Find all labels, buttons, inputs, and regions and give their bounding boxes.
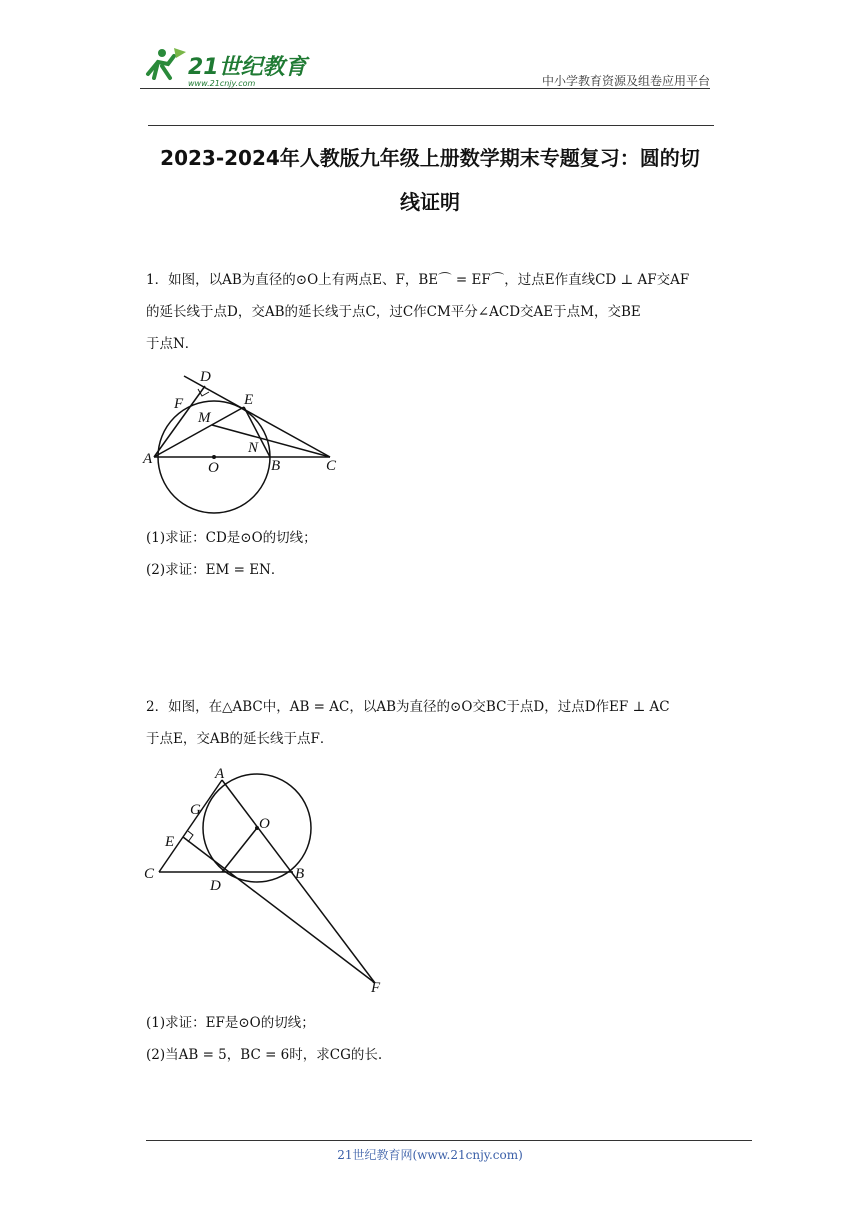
q1-sub-2: (2)求证：EM = EN．: [146, 562, 285, 578]
logo-url: www.21cnjy.com: [188, 79, 256, 88]
q2-label-D: D: [210, 878, 221, 894]
site-logo: [140, 44, 310, 90]
q2-label-E: E: [165, 834, 175, 850]
q2-line-2: 于点E，交AB的延长线于点F．: [146, 731, 334, 747]
q1-label-O: O: [208, 460, 219, 476]
q1-line-1: 1．如图，以AB为直径的⊙O上有两点E、F，BE⌒ = EF⌒，过点E作直线CD ⊥ AF交AF: [146, 272, 690, 288]
q2-sub-1: (1)求证：EF是⊙O的切线；: [146, 1015, 315, 1031]
q1-label-N: N: [248, 440, 259, 456]
q2-label-F: F: [371, 980, 381, 996]
footer-divider: [146, 1140, 752, 1141]
q1-line-3: 于点N．: [146, 336, 199, 352]
q1-label-B: B: [271, 458, 281, 474]
q2-label-G: G: [190, 802, 201, 818]
title-divider: [148, 125, 714, 126]
q1-label-C: C: [326, 458, 337, 474]
q1-label-A: A: [143, 451, 153, 467]
q2-subquestions: [146, 1007, 716, 1071]
header-divider: [140, 88, 710, 89]
q1-label-E: E: [244, 392, 254, 408]
q2-line-1: 2．如图，在△ABC中，AB = AC，以AB为直径的⊙O交BC于点D，过点D作EF ⊥ AC: [146, 699, 670, 715]
page-title: [140, 136, 720, 224]
q1-label-F: F: [174, 396, 184, 412]
q1-subquestions: [146, 522, 716, 586]
header-tagline: 中小学教育资源及组卷应用平台: [541, 74, 710, 88]
footer-link[interactable]: 21世纪教育网(www.21cnjy.com): [337, 1148, 523, 1162]
q2-figure: [140, 762, 390, 1002]
q2-label-A: A: [215, 766, 225, 782]
q1-sub-1: (1)求证：CD是⊙O的切线；: [146, 530, 317, 546]
title-line-1: 2023-2024年人教版九年级上册数学期末专题复习：圆的切: [160, 146, 700, 170]
q2-sub-2: (2)当AB = 5，BC = 6时，求CG的长.: [146, 1047, 383, 1063]
q2-label-O: O: [259, 816, 270, 832]
q1-figure: [140, 364, 350, 518]
q1-label-M: M: [198, 410, 211, 426]
logo-text: 21世纪教育: [188, 55, 307, 80]
question-2-text: [146, 691, 716, 755]
title-line-2: 线证明: [400, 190, 460, 214]
q1-line-2: 的延长线于点D，交AB的延长线于点C，过C作CM平分∠ACD交AE于点M，交BE: [146, 304, 641, 320]
q1-label-D: D: [200, 369, 211, 385]
q2-label-B: B: [295, 866, 305, 882]
q2-label-C: C: [144, 866, 155, 882]
question-1-text: [146, 264, 716, 360]
runner-logo-icon: [140, 44, 310, 90]
